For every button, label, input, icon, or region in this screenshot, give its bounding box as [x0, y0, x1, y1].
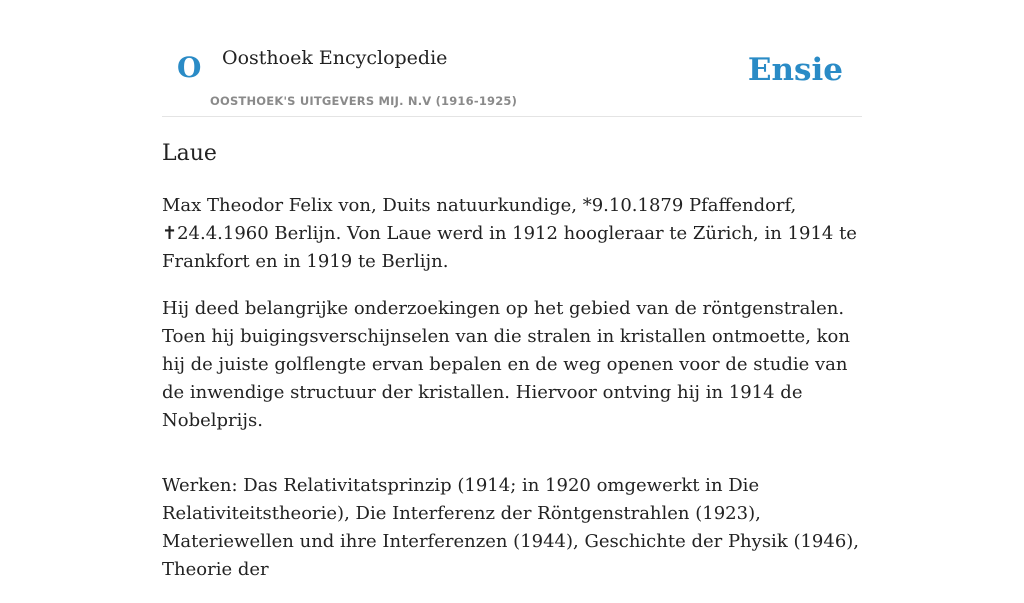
source-header: [162, 0, 862, 117]
source-title-link[interactable]: Oosthoek Encyclopedie: [222, 47, 448, 69]
source-logo[interactable]: O: [177, 51, 202, 84]
article-paragraph-bio: Max Theodor Felix von, Duits natuurkundige, *9.10.1879 Pfaffendorf, ✝24.4.1960 Berlijn. Von Laue werd in 1912 hoogleraar te Zürich, in 1914 te Frankfort en in 1919 te Berlijn.: [162, 195, 857, 272]
article-body: [162, 192, 862, 603]
article-headword: Laue: [162, 141, 217, 166]
article-paragraph-works: Werken: Das Relativitatsprinzip (1914; in 1920 omgewerkt in Die Relativiteitstheorie), Die Interferenz der Röntgenstrahlen (1923), Materiewellen und ihre Interferenzen (1944), Geschichte der Physik (1946), Theorie der: [162, 475, 860, 580]
source-subtitle: OOSTHOEK'S UITGEVERS MIJ. N.V (1916-1925): [210, 94, 518, 108]
brand-logo-link[interactable]: Ensie: [747, 52, 843, 88]
article-paragraph-research: Hij deed belangrijke onderzoekingen op het gebied van de röntgenstralen. Toen hij buigingsverschijnselen van die stralen in kristallen ontmoette, kon hij de juiste golflengte ervan bepalen en de weg openen voor de studie van de inwendige structuur der kristallen. Hiervoor ontving hij in 1914 de Nobelprijs.: [162, 298, 850, 431]
